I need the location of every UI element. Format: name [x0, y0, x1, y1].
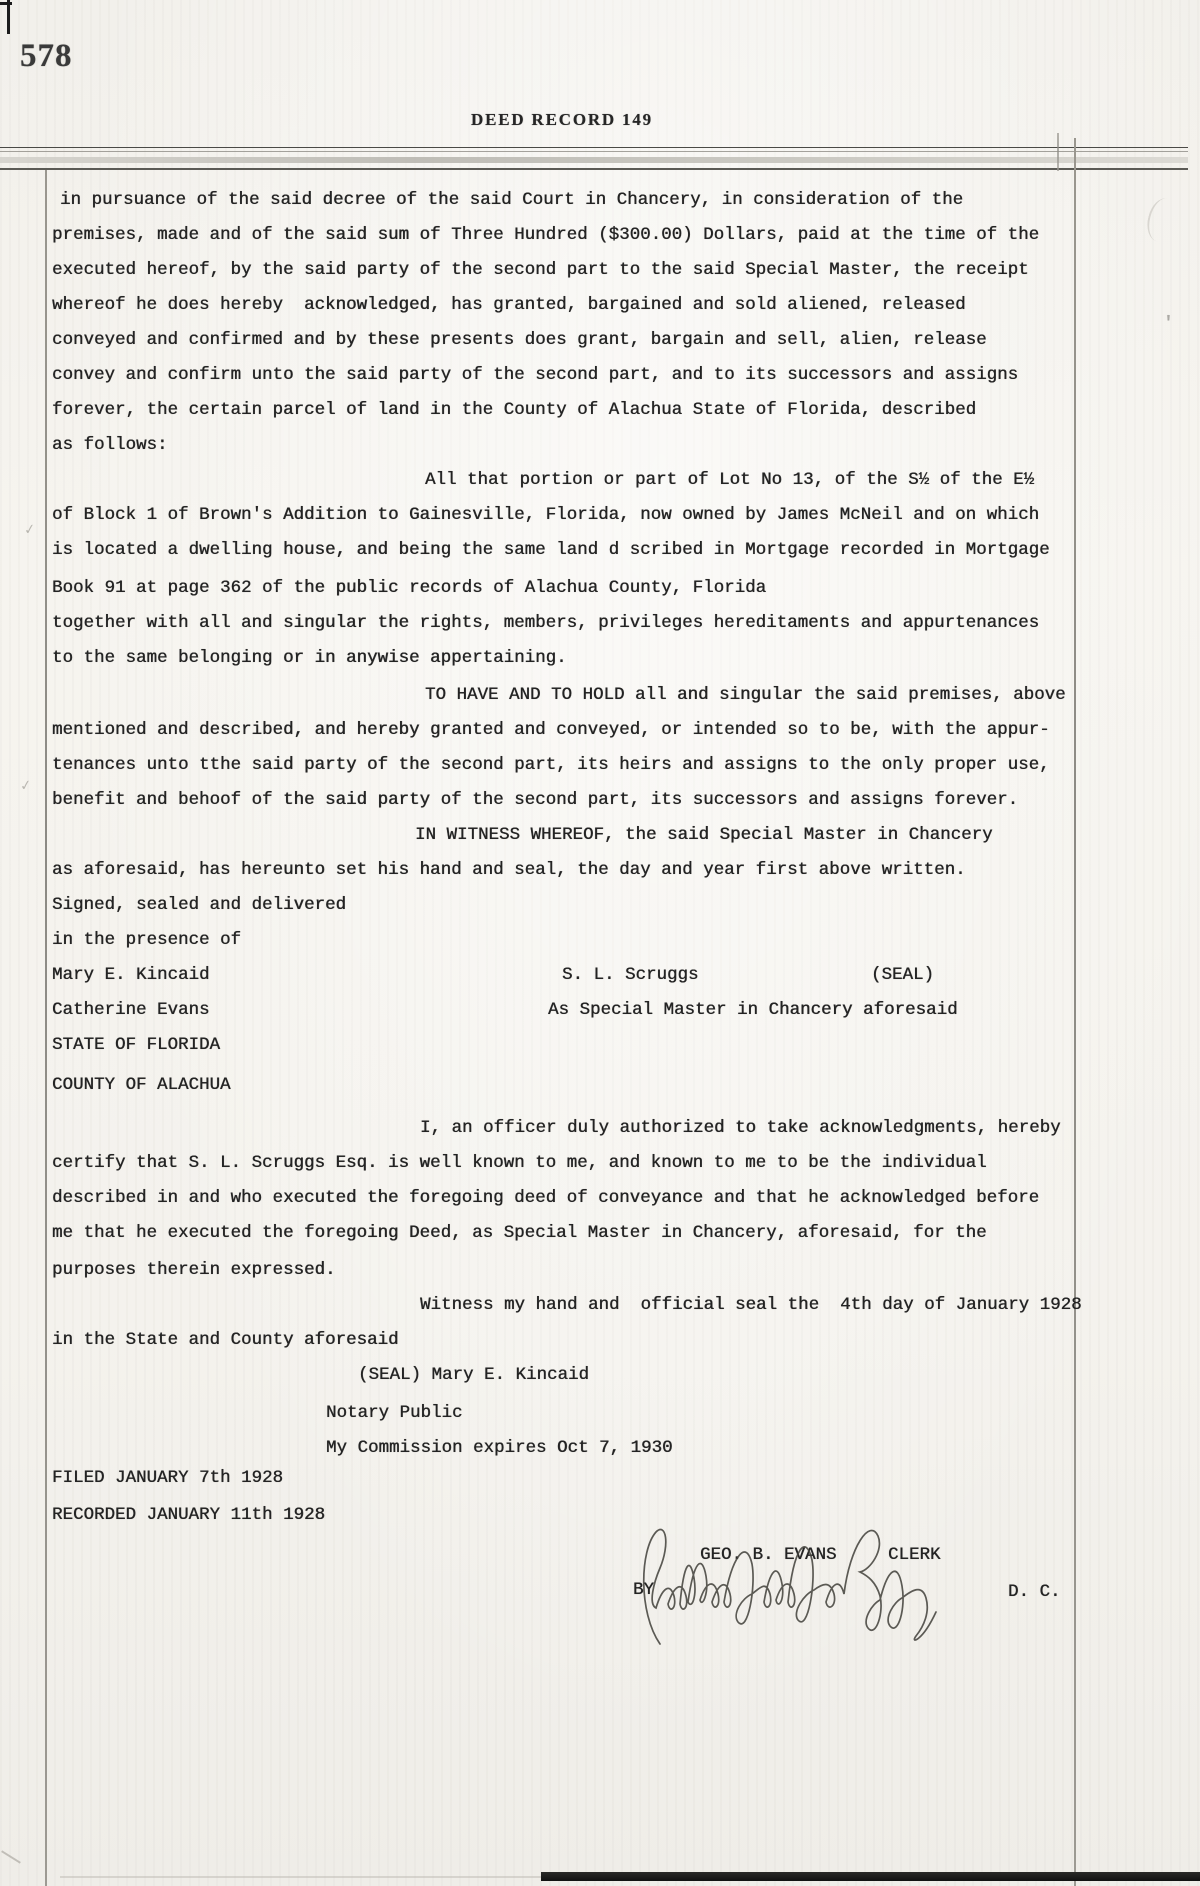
deed-text-line: executed hereof, by the said party of the second part to the said Special Master, the receipt — [52, 260, 1029, 280]
deed-text-line: Notary Public — [326, 1403, 463, 1423]
deed-text-line: COUNTY OF ALACHUA — [52, 1075, 231, 1095]
notary-seal-signature: (SEAL) Mary E. Kincaid — [358, 1365, 590, 1385]
deed-text-line: certify that S. L. Scruggs Esq. is well known to me, and known to me to be the individual — [52, 1153, 987, 1173]
deed-text-line: conveyed and confirmed and by these presents does grant, bargain and sell, alien, release — [52, 330, 987, 350]
deed-text-line: in the presence of — [52, 930, 242, 950]
deed-text-line: TO HAVE AND TO HOLD all and singular the said premises, above — [425, 685, 1066, 705]
bottom-faint-line — [60, 1876, 541, 1878]
margin-checkmark: ✓ — [22, 521, 37, 539]
deed-text-line: purposes therein expressed. — [52, 1260, 336, 1280]
deed-text-line: Signed, sealed and delivered — [52, 895, 347, 915]
margin-marks-layer — [0, 0, 60, 1886]
deed-text-line: benefit and behoof of the said party of the second part, its successors and assigns forever. — [52, 790, 1019, 810]
grantor-signature: S. L. Scruggs — [562, 965, 699, 985]
recorded-stamp: RECORDED JANUARY 11th 1928 — [52, 1505, 326, 1525]
clerk-name: GEO. B. EVANS — [700, 1545, 837, 1565]
witness-signature-1: Mary E. Kincaid — [52, 965, 210, 985]
deed-text-line: STATE OF FLORIDA — [52, 1035, 221, 1055]
bottom-scan-band — [541, 1872, 1200, 1881]
deed-text-line: together with all and singular the rights, members, privileges hereditaments and appurtenances — [52, 613, 1040, 633]
deed-text-line: premises, made and of the said sum of Three Hundred ($300.00) Dollars, paid at the time of the — [52, 225, 1040, 245]
deed-text-line: forever, the certain parcel of land in the County of Alachua State of Florida, described — [52, 400, 977, 420]
deed-text-line: in the State and County aforesaid — [52, 1330, 399, 1350]
deputy-clerk-signature-handwriting — [626, 1516, 976, 1656]
deed-text-line: Book 91 at page 362 of the public records of Alachua County, Florida — [52, 578, 767, 598]
margin-checkmark: ✓ — [18, 777, 33, 795]
deed-text-line: convey and confirm unto the said party of the second part, and to its successors and assigns — [52, 365, 1019, 385]
stray-ink-mark: ' — [1163, 314, 1174, 334]
deed-text-line: Witness my hand and official seal the 4th day of January 1928 — [420, 1295, 1082, 1315]
deed-text-line: to the same belonging or in anywise appertaining. — [52, 648, 567, 668]
deed-text-line: whereof he does hereby acknowledged, has granted, bargained and sold aliened, released — [52, 295, 966, 315]
deed-text-line: in pursuance of the said decree of the said Court in Chancery, in consideration of the — [60, 190, 964, 210]
deed-text-line: As Special Master in Chancery aforesaid — [548, 1000, 958, 1020]
deed-text-line: as follows: — [52, 435, 168, 455]
by-label: BY — [633, 1580, 655, 1600]
deed-text-line: described in and who executed the foregoing deed of conveyance and that he acknowledged before — [52, 1188, 1040, 1208]
page-number: 578 — [20, 38, 73, 74]
deputy-clerk-initials: D. C. — [1008, 1582, 1061, 1602]
clerk-title: CLERK — [888, 1545, 941, 1565]
deed-text-line: My Commission expires Oct 7, 1930 — [326, 1438, 673, 1458]
deed-text-line: of Block 1 of Brown's Addition to Gainesville, Florida, now owned by James McNeil and on which — [52, 505, 1040, 525]
witness-signature-2: Catherine Evans — [52, 1000, 210, 1020]
deed-text-line: as aforesaid, has hereunto set his hand and seal, the day and year first above written. — [52, 860, 966, 880]
deed-text-line: All that portion or part of Lot No 13, of the S½ of the E½ — [425, 470, 1035, 490]
filed-stamp: FILED JANUARY 7th 1928 — [52, 1468, 284, 1488]
deed-text-line: I, an officer duly authorized to take acknowledgments, hereby — [420, 1118, 1061, 1138]
deed-text-line: mentioned and described, and hereby granted and conveyed, or intended so to be, with the appur- — [52, 720, 1050, 740]
deed-text-line: tenances unto tthe said party of the second part, its heirs and assigns to the only proper use, — [52, 755, 1050, 775]
deed-text-line: is located a dwelling house, and being the same land d scribed in Mortgage recorded in Mortgage — [52, 540, 1050, 560]
seal-notation: (SEAL) — [871, 965, 935, 985]
deed-text-line: me that he executed the foregoing Deed, as Special Master in Chancery, aforesaid, for the — [52, 1223, 987, 1243]
deed-text-line: IN WITNESS WHEREOF, the said Special Master in Chancery — [415, 825, 993, 845]
page-header-title: DEED RECORD 149 — [471, 110, 653, 129]
